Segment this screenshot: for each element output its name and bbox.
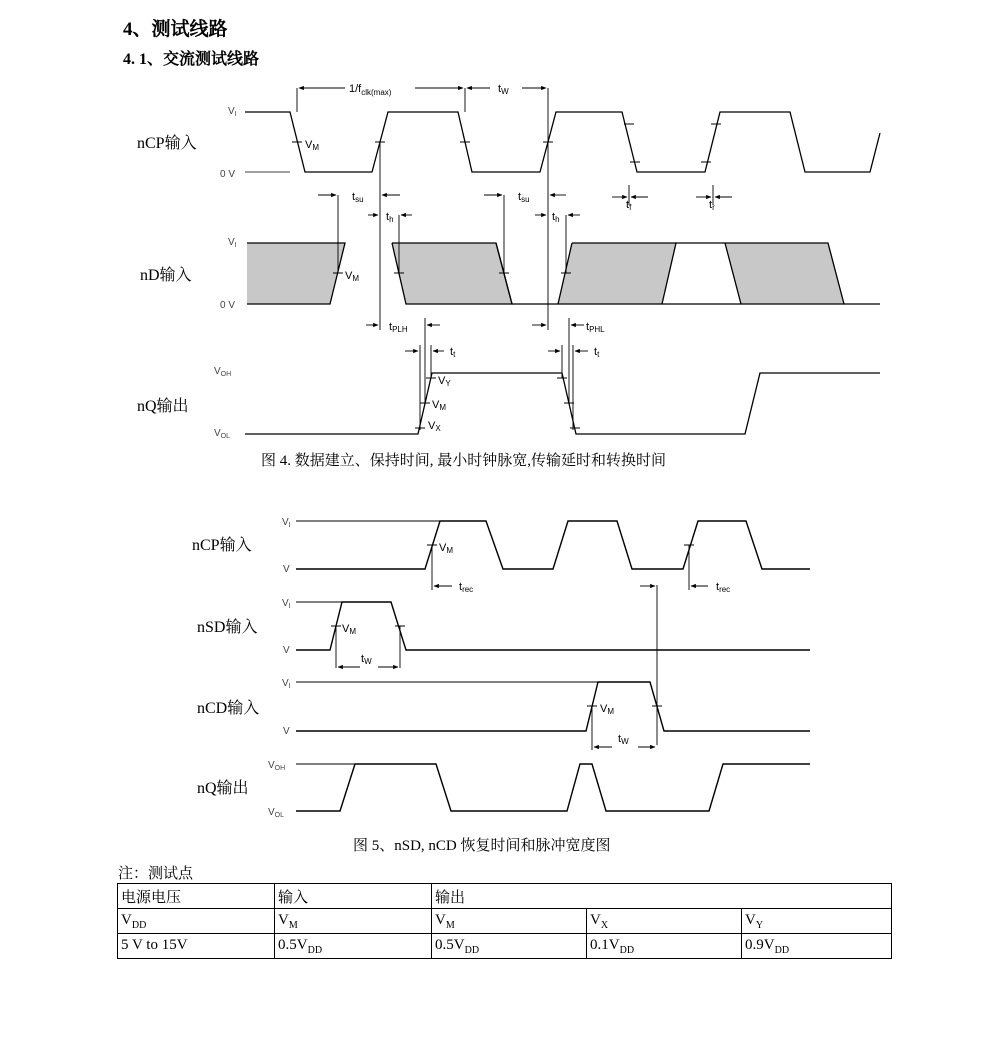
table-cell: $V_Y$ — [742, 909, 892, 934]
fig4-tr-label: tr — [709, 199, 715, 212]
fig4-ncp-signal-name: nCP输入 — [137, 135, 197, 152]
fig4-tf-label: tf — [626, 199, 632, 212]
table-cell: $0.5V_{DD}$ — [432, 934, 587, 959]
fig4-nq-voh-label: $V_{OH}$ — [214, 366, 232, 378]
test-point-note: 注：测试点 — [118, 866, 194, 882]
fig5-ncp-signal-name: nCP输入 — [192, 537, 252, 554]
subsection-heading: 4. 1、交流测试线路 — [123, 51, 260, 68]
table-cell: 5 V to 15V — [118, 934, 275, 959]
fig4-vm-label: VM — [305, 139, 320, 152]
fig5-nsd-v-label: V — [283, 645, 290, 656]
fig5-ncd-waveform — [296, 682, 810, 731]
fig5-ncd-vm-label: VM — [600, 703, 615, 716]
fig5-nsd-tw-label: tW — [361, 653, 372, 666]
fig4-tphl-label: tPHL — [586, 321, 605, 334]
fig4-nq-signal-name: nQ输出 — [137, 398, 189, 415]
fig4-th-label-1: th — [386, 211, 394, 224]
fig4-tplh-label: tPLH — [389, 321, 408, 334]
figure-4-caption: 图 4. 数据建立、保持时间, 最小时钟脉宽,传输延时和转换时间 — [261, 453, 667, 469]
fig4-ncp-waveform — [245, 112, 880, 172]
fig5-ncd-v-label: V — [283, 726, 290, 737]
fig4-nq-waveform — [245, 373, 880, 434]
fig5-nsd-waveform — [296, 602, 810, 650]
table-row — [118, 909, 892, 934]
table-cell: $0.5V_{DD}$ — [275, 934, 432, 959]
fig4-vx-label: VX — [428, 420, 441, 433]
fig4-tt-label-1: tt — [450, 346, 456, 359]
fig5-nq-vol-label: $V_{OL}$ — [268, 807, 285, 819]
fig5-trec-label-1: trec — [459, 581, 474, 594]
fig4-nd-signal-name: nD输入 — [140, 267, 192, 284]
table-cell: 输出 — [432, 884, 892, 909]
fig5-level-references — [296, 521, 600, 764]
fig5-ncd-tw-label: tW — [618, 733, 629, 746]
fig4-vy-label: VY — [438, 375, 451, 388]
table-cell: $V_X$ — [587, 909, 742, 934]
fig4-period-label: $1/f_{clk(max)}$ — [349, 83, 392, 97]
fig5-nsd-vi-label: $V_I$ — [282, 598, 291, 610]
fig4-nd-vm-label: VM — [345, 270, 360, 283]
table-cell: $0.9V_{DD}$ — [742, 934, 892, 959]
table-row — [118, 884, 892, 909]
fig4-nq-vol-label: $V_{OL}$ — [214, 428, 231, 440]
fig4-th-label-2: th — [552, 211, 560, 224]
fig4-tt-label-2: tt — [594, 346, 600, 359]
figure-4 — [137, 83, 880, 440]
figure-5-caption: 图 5、nSD, nCD 恢复时间和脉冲宽度图 — [353, 838, 611, 854]
fig4-nd-0v-label: 0 V — [220, 300, 236, 311]
table-cell: $V_M$ — [432, 909, 587, 934]
fig4-tsu-label-2: tsu — [518, 191, 530, 204]
fig5-nsd-signal-name: nSD输入 — [197, 619, 258, 636]
fig4-nq-vm-label: VM — [432, 399, 447, 412]
fig4-nd-vi-label: $V_I$ — [228, 237, 237, 249]
fig5-ncp-vi-label: $V_I$ — [282, 517, 291, 529]
table-cell: $0.1V_{DD}$ — [587, 934, 742, 959]
table-cell: 输入 — [275, 884, 432, 909]
fig5-nq-waveform — [296, 764, 810, 811]
fig4-tsu-label-1: tsu — [352, 191, 364, 204]
fig5-ncd-vi-label: $V_I$ — [282, 678, 291, 690]
fig5-nq-signal-name: nQ输出 — [197, 780, 249, 797]
fig5-vm-label-1: VM — [439, 542, 454, 555]
fig4-tw-label: tW — [498, 83, 509, 96]
table-row — [118, 934, 892, 959]
fig5-reference-lines — [336, 545, 689, 750]
fig5-ncd-signal-name: nCD输入 — [197, 700, 260, 717]
table-cell: $V_{DD}$ — [118, 909, 275, 934]
figure-5 — [192, 517, 810, 819]
test-point-table — [117, 883, 892, 959]
fig5-trec-label-2: trec — [716, 581, 731, 594]
section-heading: 4、测试线路 — [123, 19, 228, 40]
table-cell: $V_M$ — [275, 909, 432, 934]
fig5-ncp-waveform — [296, 521, 810, 569]
table-cell: 电源电压 — [118, 884, 275, 909]
fig5-ncp-v-label: V — [283, 564, 290, 575]
fig4-ncp-vi-label: $V_I$ — [228, 106, 237, 118]
fig4-dimension-arrows — [299, 88, 732, 351]
fig5-nsd-vm-label: VM — [342, 623, 357, 636]
fig5-nq-voh-label: $V_{OH}$ — [268, 760, 286, 772]
fig4-ncp-0v-label: 0 V — [220, 169, 236, 180]
